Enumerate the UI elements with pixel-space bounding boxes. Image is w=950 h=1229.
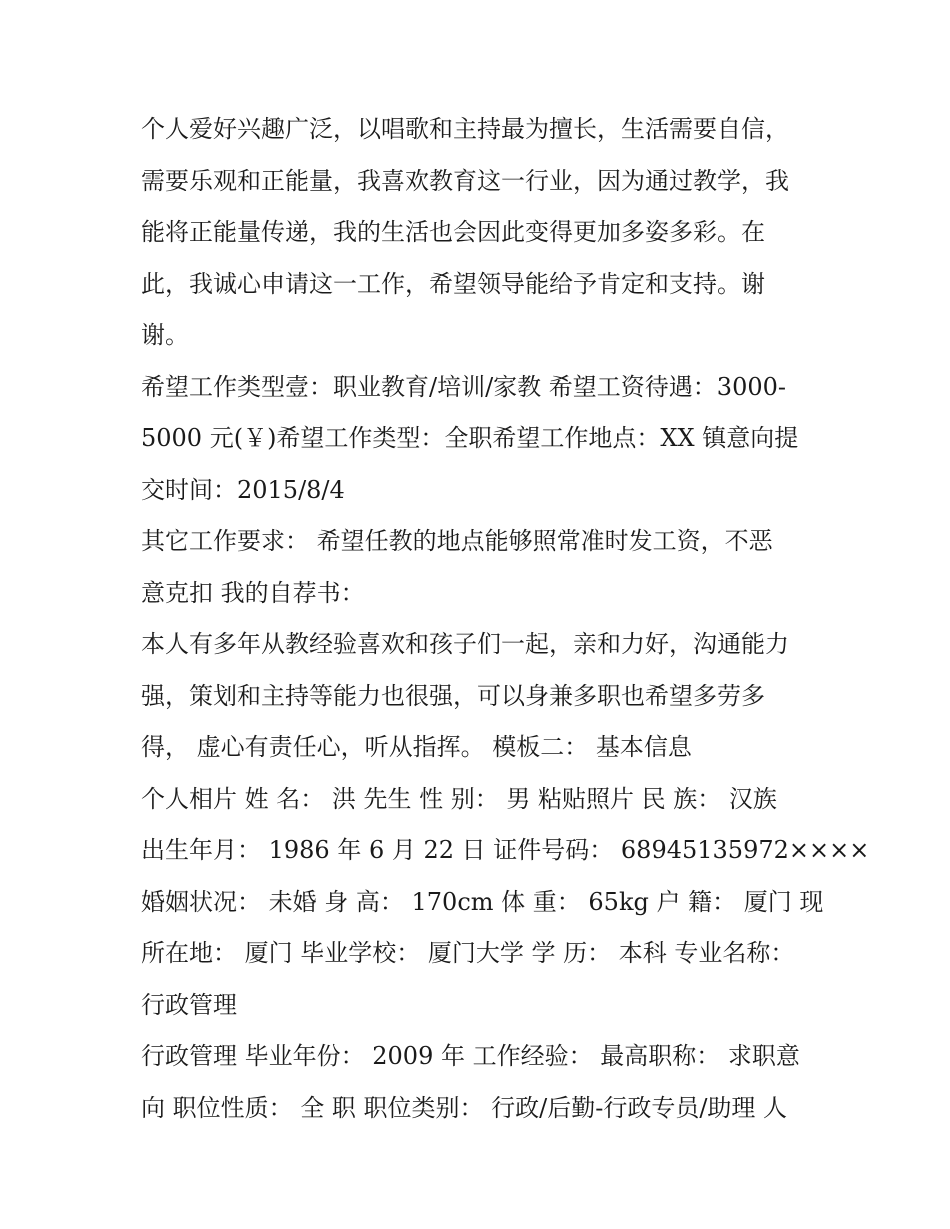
text-line: 个人爱好兴趣广泛，以唱歌和主持最为擅长，生活需要自信， <box>141 115 789 143</box>
paragraph-other-requirements <box>141 516 821 619</box>
text-line: 交时间：2015/8/4 <box>141 475 345 504</box>
text-line: 所在地： 厦门 毕业学校： 厦门大学 学 历： 本科 专业名称： <box>141 939 795 967</box>
paragraph-job-preferences <box>141 362 821 517</box>
text-line: 其它工作要求： 希望任教的地点能够照常准时发工资，不恶 <box>141 527 773 555</box>
paragraph-career-intent <box>141 1031 821 1134</box>
text-line: 行政管理 <box>141 990 237 1019</box>
text-line: 得， 虚心有责任心，听从指挥。 模板二： 基本信息 <box>141 733 692 761</box>
text-line: 向 职位性质： 全 职 职位类别： 行政/后勤-行政专员/助理 人 <box>141 1093 788 1122</box>
text-line: 需要乐观和正能量，我喜欢教育这一行业，因为通过教学，我 <box>141 166 789 195</box>
text-line: 个人相片 姓 名： 洪 先生 性 别： 男 粘贴照片 民 族： 汉族 <box>141 784 777 813</box>
text-line: 出生年月： 1986 年 6 月 22 日 证件号码： 68945135972×××× <box>141 836 870 864</box>
text-line: 意克扣 我的自荐书： <box>141 578 365 607</box>
paragraph-self-recommendation <box>141 619 821 774</box>
text-line: 5000 元(￥)希望工作类型：全职希望工作地点：XX 镇意向提 <box>141 424 799 452</box>
text-line: 谢。 <box>141 321 189 349</box>
text-line: 希望工作类型壹：职业教育/培训/家教 希望工资待遇：3000- <box>141 372 786 401</box>
text-line: 婚姻状况： 未婚 身 高： 170cm 体 重： 65kg 户 籍： 厦门 现 <box>141 887 824 916</box>
paragraph-hobbies <box>141 104 821 362</box>
text-line: 此，我诚心申请这一工作，希望领导能给予肯定和支持。谢 <box>141 269 765 298</box>
text-line: 行政管理 毕业年份： 2009 年 工作经验： 最高职称： 求职意 <box>141 1042 800 1070</box>
document-body <box>141 104 870 1134</box>
text-line: 能将正能量传递，我的生活也会因此变得更加多姿多彩。在 <box>141 218 765 246</box>
text-line: 本人有多年从教经验喜欢和孩子们一起，亲和力好，沟通能力 <box>141 630 789 658</box>
text-line: 强，策划和主持等能力也很强，可以身兼多职也希望多劳多 <box>141 681 765 710</box>
paragraph-basic-info <box>141 774 870 1032</box>
